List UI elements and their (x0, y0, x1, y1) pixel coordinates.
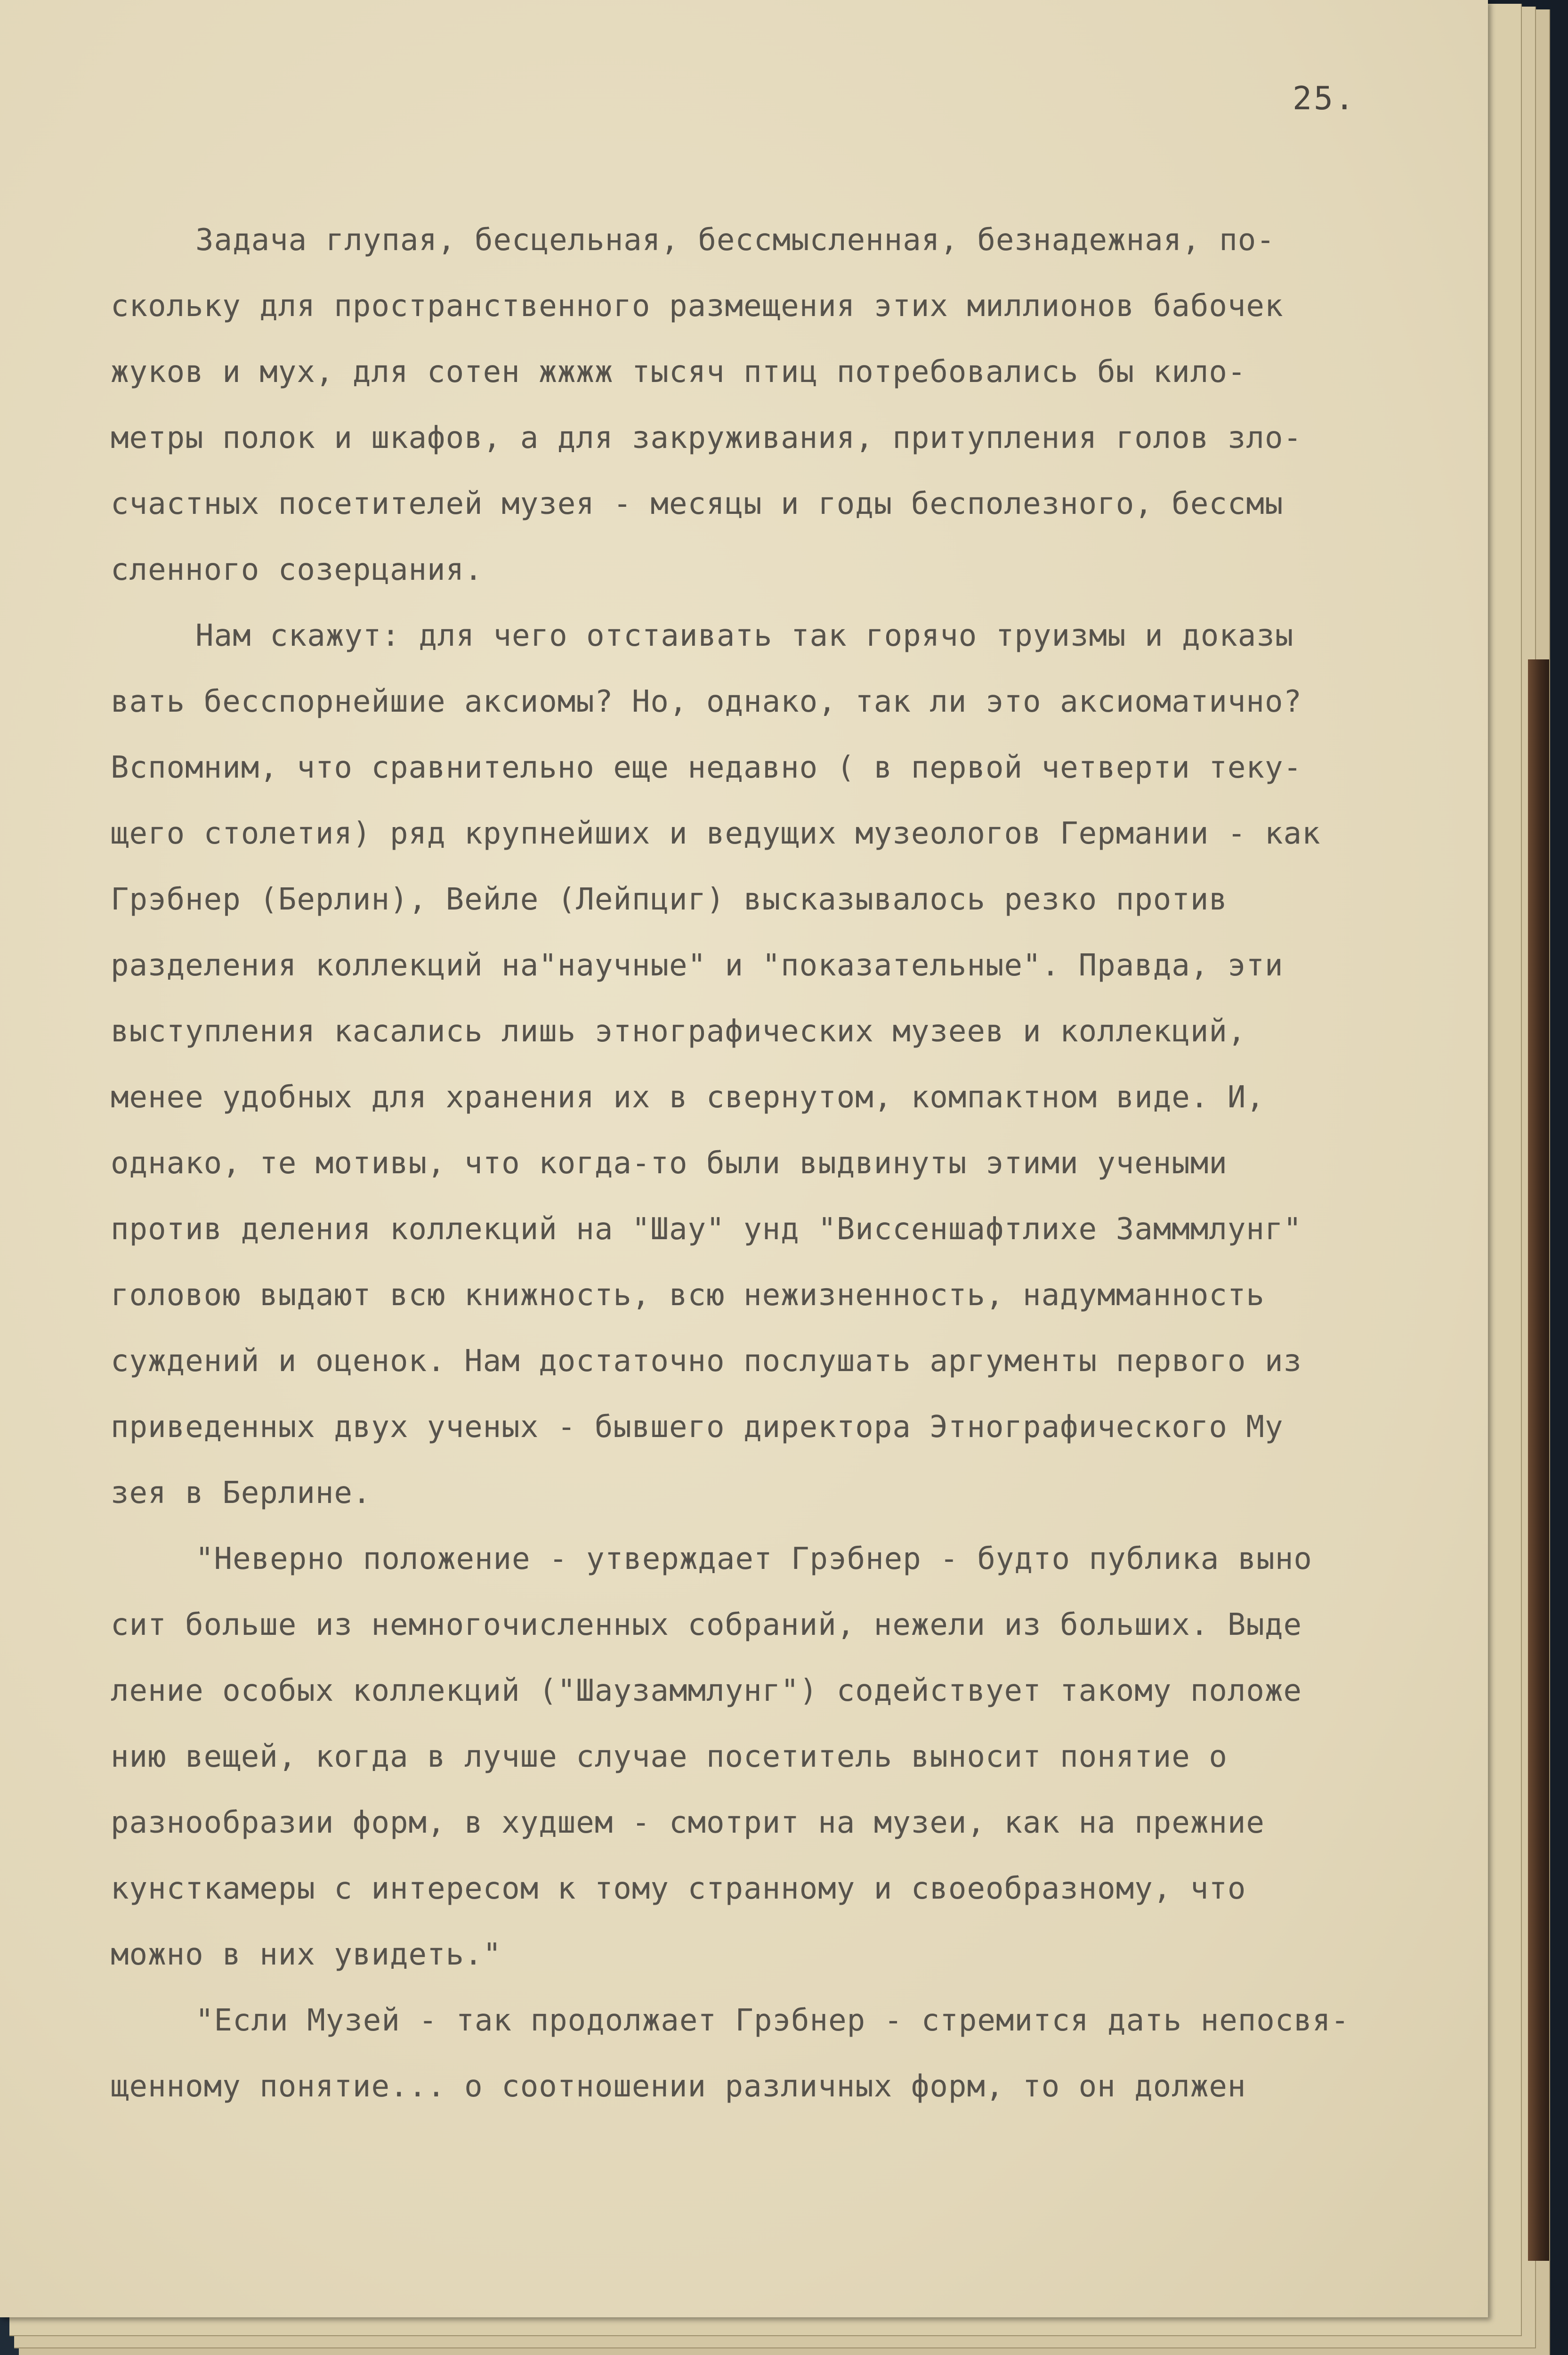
text-line: суждений и оценок. Нам достаточно послушать аргументы первого из (111, 1344, 1302, 1379)
text-line: Нам скажут: для чего отстаивать так горячо труизмы и доказы (195, 618, 1294, 653)
text-line: счастных посетителей музея - месяцы и годы бесполезного, бессмы (111, 487, 1284, 521)
text-line: разделения коллекций на"научные" и "показательные". Правда, эти (111, 948, 1284, 983)
text-line: метры полок и шкафов, а для закруживания, притупления голов зло- (111, 421, 1302, 455)
text-line: вать бесспорнейшие аксиомы? Но, однако, так ли это аксиоматично? (111, 684, 1302, 719)
text-line: разнообразии форм, в худшем - смотрит на музеи, как на прежние (111, 1805, 1265, 1840)
body-text (111, 207, 1476, 2120)
text-line: головою выдают всю книжность, всю нежизненность, надумманность (111, 1278, 1265, 1313)
text-line: "Неверно положение - утверждает Грэбнер - будто публика выно (195, 1542, 1312, 1576)
text-line: ление особых коллекций ("Шаузаммлунг") содействует такому положе (111, 1673, 1302, 1708)
text-line: скольку для пространственного размещения этих миллионов бабочек (111, 289, 1284, 324)
text-line: менее удобных для хранения их в свернутом, компактном виде. И, (111, 1080, 1265, 1115)
text-line: "Если Музей - так продолжает Грэбнер - стремится дать непосвя- (195, 2003, 1350, 2038)
text-line: кунсткамеры с интересом к тому странному и своеобразному, что (111, 1871, 1246, 1906)
text-line: Грэбнер (Берлин), Вейле (Лейпциг) высказывалось резко против (111, 882, 1228, 917)
text-line: жуков и мух, для сотен жжжж тысяч птиц потребовались бы кило- (111, 355, 1246, 390)
text-line: Задача глупая, бесцельная, бессмысленная, безнадежная, по- (195, 223, 1275, 258)
text-line: можно в них увидеть." (111, 1937, 502, 1972)
text-line: против деления коллекций на "Шау" унд "Виссеншафтлихе Замммлунг" (111, 1212, 1302, 1247)
text-line: сленного созерцания. (111, 552, 483, 587)
text-line: однако, те мотивы, что когда-то были выдвинуты этими учеными (111, 1146, 1228, 1181)
text-line: приведенных двух ученых - бывшего директора Этнографического Му (111, 1410, 1284, 1445)
text-line: зея в Берлине. (111, 1476, 372, 1510)
text-line: Вспомним, что сравнительно еще недавно ( в первой четверти теку- (111, 750, 1302, 785)
text-line: сит больше из немногочисленных собраний, нежели из больших. Выде (111, 1608, 1302, 1642)
text-line: нию вещей, когда в лучше случае посетитель выносит понятие о (111, 1739, 1228, 1774)
text-line: щенному понятие... о соотношении различных форм, то он должен (111, 2069, 1246, 2104)
page-number: 25. (1293, 80, 1356, 117)
binding-shadow (1528, 659, 1549, 2261)
text-line: щего столетия) ряд крупнейших и ведущих музеологов Германии - как (111, 816, 1321, 851)
text-line: выступления касались лишь этнографических музеев и коллекций, (111, 1014, 1246, 1049)
